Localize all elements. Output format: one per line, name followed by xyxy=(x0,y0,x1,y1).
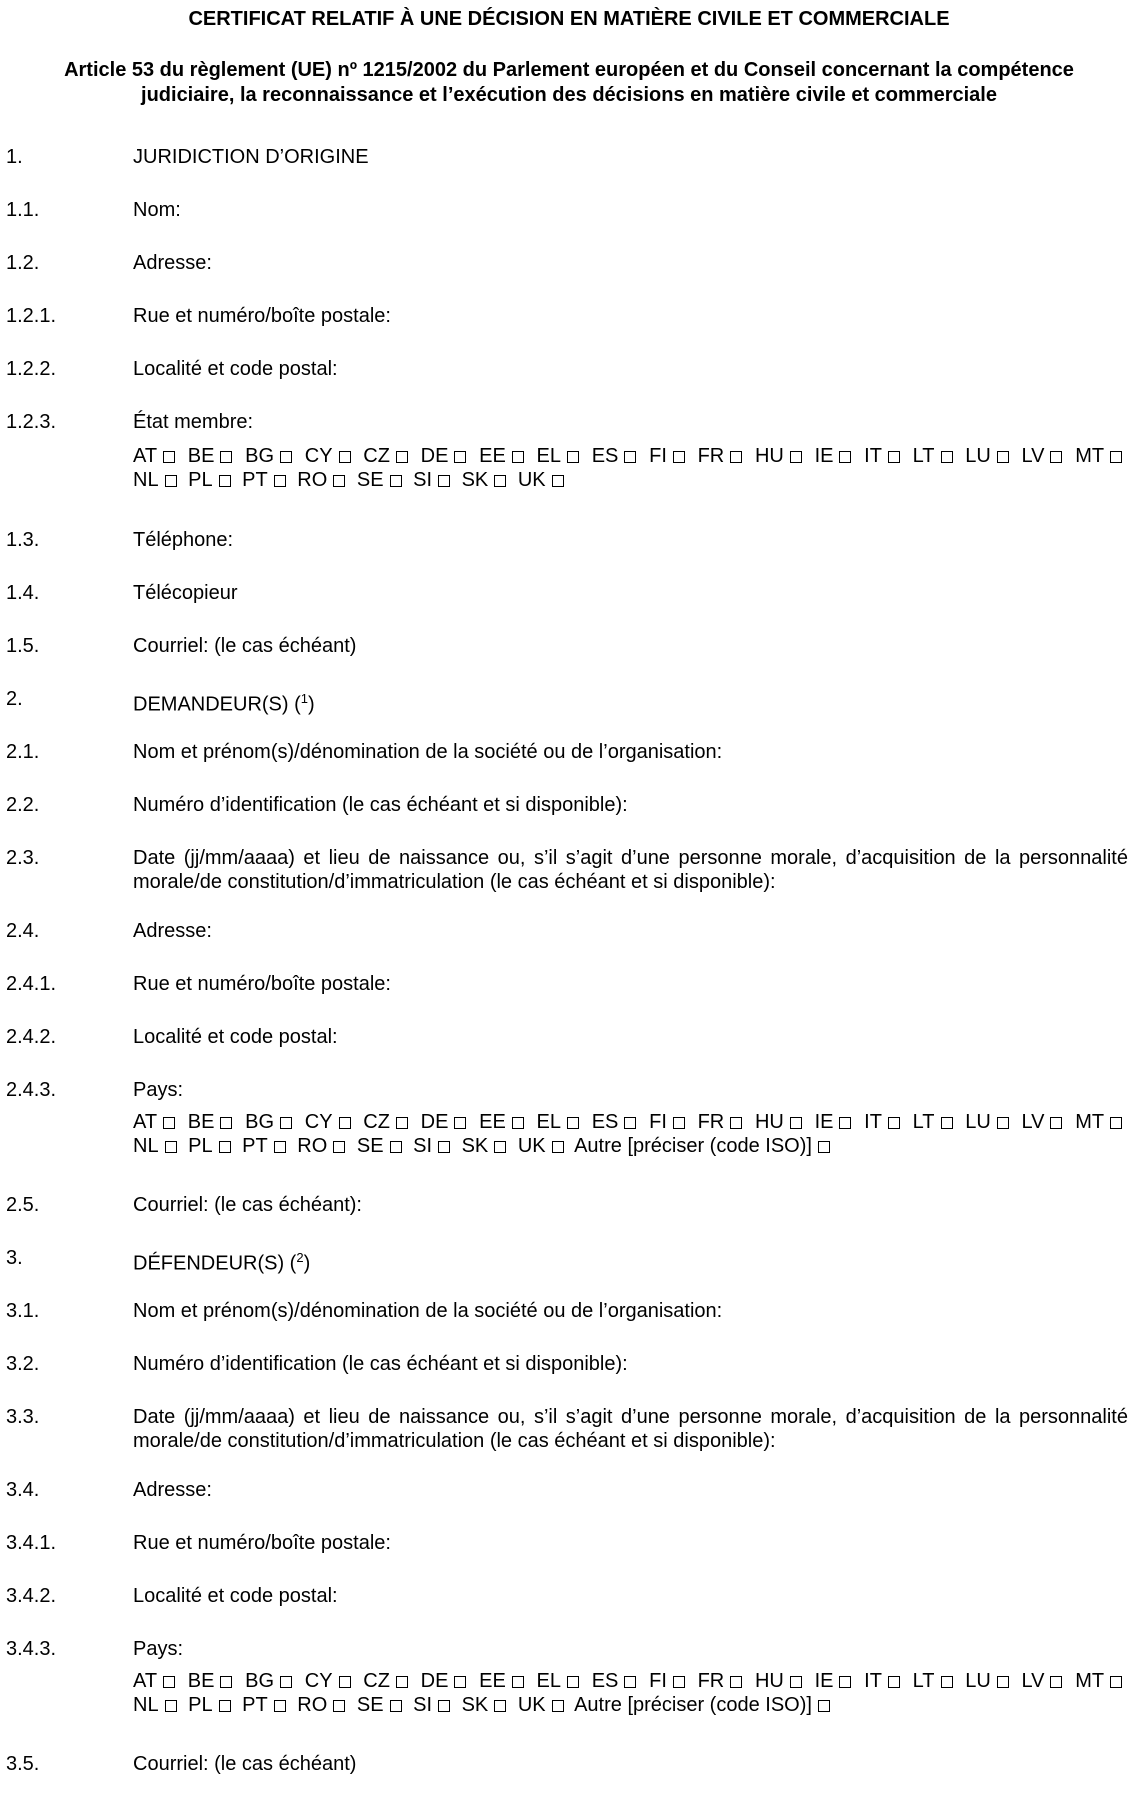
country-code: BE xyxy=(187,1111,215,1133)
item-number: 3.4.2. xyxy=(6,1585,57,1607)
item-label: Numéro d’identification (le cas échéant et si disponible): xyxy=(133,1353,628,1375)
country-code: FR xyxy=(697,445,725,467)
checkbox-es[interactable] xyxy=(624,451,636,463)
item-number: 1.1. xyxy=(6,199,40,221)
checkbox-pl[interactable] xyxy=(219,475,231,487)
item-number: 3.5. xyxy=(6,1753,40,1775)
checkbox-it[interactable] xyxy=(888,451,900,463)
checkbox-se[interactable] xyxy=(390,475,402,487)
country-code: SE xyxy=(356,469,384,491)
country-code: UK xyxy=(517,1694,546,1716)
country-code: ES xyxy=(591,1670,619,1692)
footnote-ref: 2 xyxy=(296,1250,304,1265)
checkbox-other[interactable] xyxy=(818,1141,830,1153)
country-code: FI xyxy=(649,1111,667,1133)
country-code: LU xyxy=(965,445,991,467)
country-code: NL xyxy=(133,469,159,491)
country-code: CY xyxy=(304,1111,333,1133)
checkbox-es[interactable] xyxy=(624,1676,636,1688)
country-code: IT xyxy=(864,1111,882,1133)
checkbox-pt[interactable] xyxy=(274,475,286,487)
item-label: État membre: xyxy=(133,411,254,433)
item-number: 1.5. xyxy=(6,635,40,657)
checkbox-lu[interactable] xyxy=(997,1117,1009,1129)
item-number: 3. xyxy=(6,1247,23,1269)
country-code: SE xyxy=(356,1694,384,1716)
checkbox-si[interactable] xyxy=(438,1141,450,1153)
country-code: SI xyxy=(413,1694,433,1716)
checkbox-cy[interactable] xyxy=(339,451,351,463)
checkbox-el[interactable] xyxy=(567,451,579,463)
checkbox-lt[interactable] xyxy=(941,451,953,463)
checkbox-pl[interactable] xyxy=(219,1700,231,1712)
country-code: IT xyxy=(864,445,882,467)
checkbox-sk[interactable] xyxy=(494,475,506,487)
country-code: EL xyxy=(536,1111,562,1133)
checkbox-lv[interactable] xyxy=(1050,1676,1062,1688)
checkbox-pt[interactable] xyxy=(274,1700,286,1712)
checkbox-si[interactable] xyxy=(438,1700,450,1712)
checkbox-at[interactable] xyxy=(163,451,175,463)
item-number: 2.1. xyxy=(6,741,40,763)
country-code: SK xyxy=(461,1694,489,1716)
item-label: Pays: xyxy=(133,1079,184,1101)
checkbox-lv[interactable] xyxy=(1050,1117,1062,1129)
checkbox-it[interactable] xyxy=(888,1676,900,1688)
item-label: Localité et code postal: xyxy=(133,1026,338,1048)
country-code: SK xyxy=(461,1135,489,1157)
country-code: BG xyxy=(245,1111,275,1133)
checkbox-fr[interactable] xyxy=(730,1676,742,1688)
document-title: CERTIFICAT RELATIF À UNE DÉCISION EN MATIÈRE CIVILE ET COMMERCIALE xyxy=(188,8,950,30)
item-label: JURIDICTION D’ORIGINE xyxy=(133,146,369,168)
item-number: 1.4. xyxy=(6,582,40,604)
item-label: Rue et numéro/boîte postale: xyxy=(133,973,391,995)
checkbox-ie[interactable] xyxy=(839,1117,851,1129)
checkbox-lt[interactable] xyxy=(941,1676,953,1688)
item-number: 1.3. xyxy=(6,529,40,551)
country-code: RO xyxy=(297,1135,328,1157)
country-code: EL xyxy=(536,1670,562,1692)
item-number: 2.4. xyxy=(6,920,40,942)
country-code: SK xyxy=(461,469,489,491)
item-label: DEMANDEUR(S) ($^1$) xyxy=(133,691,315,716)
checkbox-uk[interactable] xyxy=(552,1700,564,1712)
item-label: Nom et prénom(s)/dénomination de la société ou de l’organisation: xyxy=(133,1300,723,1322)
checkbox-hu[interactable] xyxy=(790,451,802,463)
country-code: LU xyxy=(965,1111,991,1133)
checkbox-ee[interactable] xyxy=(512,1676,524,1688)
item-number: 3.3. xyxy=(6,1406,40,1428)
country-code: AT xyxy=(133,445,158,467)
checkbox-fi[interactable] xyxy=(673,1117,685,1129)
country-code: EL xyxy=(536,445,562,467)
country-code: DE xyxy=(420,1111,449,1133)
item-number: 1.2.3. xyxy=(6,411,57,433)
country-code: LT xyxy=(912,445,935,467)
checkbox-cz[interactable] xyxy=(396,1676,408,1688)
item-label: Téléphone: xyxy=(133,529,234,551)
document-subtitle: Article 53 du règlement (UE) nº 1215/2002 du Parlement européen et du Conseil concernant la compétence judiciaire, la reconnaissance et l’exécution des décisions en matière civile et commerciale xyxy=(64,59,1074,106)
item-label: Localité et code postal: xyxy=(133,1585,338,1607)
item-label: Rue et numéro/boîte postale: xyxy=(133,1532,391,1554)
country-code: BE xyxy=(187,445,215,467)
country-code: HU xyxy=(754,1111,784,1133)
country-code: FI xyxy=(649,445,667,467)
country-code: AT xyxy=(133,1670,158,1692)
checkbox-at[interactable] xyxy=(163,1676,175,1688)
item-label: Numéro d’identification (le cas échéant et si disponible): xyxy=(133,794,628,816)
checkbox-cz[interactable] xyxy=(396,451,408,463)
country-code: UK xyxy=(517,1135,546,1157)
checkbox-ro[interactable] xyxy=(333,475,345,487)
country-code: IE xyxy=(814,445,834,467)
country-checkbox-list xyxy=(133,444,1128,492)
item-label: Courriel: (le cas échéant): xyxy=(133,1194,362,1216)
checkbox-fr[interactable] xyxy=(730,1117,742,1129)
checkbox-pt[interactable] xyxy=(274,1141,286,1153)
item-label: Date (jj/mm/aaaa) et lieu de naissance ou, s’il s’agit d’une personne morale, d’acquisition de la personnalité morale/de constitution/d’immatriculation (le cas échéant et si disponible): xyxy=(133,847,1128,893)
country-code: IT xyxy=(864,1670,882,1692)
checkbox-mt[interactable] xyxy=(1110,1117,1122,1129)
item-number: 1.2.2. xyxy=(6,358,57,380)
country-code: PT xyxy=(242,1135,268,1157)
country-code: MT xyxy=(1075,1111,1105,1133)
checkbox-si[interactable] xyxy=(438,475,450,487)
country-checkbox-list xyxy=(133,1669,1128,1717)
checkbox-cz[interactable] xyxy=(396,1117,408,1129)
checkbox-es[interactable] xyxy=(624,1117,636,1129)
checkbox-de[interactable] xyxy=(454,1676,466,1688)
checkbox-be[interactable] xyxy=(220,1117,232,1129)
checkbox-fi[interactable] xyxy=(673,451,685,463)
item-label: Adresse: xyxy=(133,252,212,274)
checkbox-cy[interactable] xyxy=(339,1117,351,1129)
checkbox-de[interactable] xyxy=(454,451,466,463)
checkbox-nl[interactable] xyxy=(165,475,177,487)
checkbox-sk[interactable] xyxy=(494,1141,506,1153)
checkbox-el[interactable] xyxy=(567,1117,579,1129)
item-number: 1. xyxy=(6,146,23,168)
item-number: 3.1. xyxy=(6,1300,40,1322)
checkbox-fi[interactable] xyxy=(673,1676,685,1688)
country-code: LU xyxy=(965,1670,991,1692)
country-code: PL xyxy=(188,1135,213,1157)
country-code: BG xyxy=(245,445,275,467)
checkbox-ro[interactable] xyxy=(333,1141,345,1153)
country-code: SI xyxy=(413,1135,433,1157)
item-number: 2.3. xyxy=(6,847,40,869)
item-label: Courriel: (le cas échéant) xyxy=(133,635,357,657)
checkbox-mt[interactable] xyxy=(1110,451,1122,463)
country-code: PT xyxy=(242,469,268,491)
checkbox-hu[interactable] xyxy=(790,1676,802,1688)
item-label: Date (jj/mm/aaaa) et lieu de naissance ou, s’il s’agit d’une personne morale, d’acquisition de la personnalité morale/de constitution/d’immatriculation (le cas échéant et si disponible): xyxy=(133,1406,1128,1452)
country-code: DE xyxy=(420,445,449,467)
checkbox-ee[interactable] xyxy=(512,451,524,463)
country-code: IE xyxy=(814,1670,834,1692)
item-number: 2.4.1. xyxy=(6,973,57,995)
item-number: 1.2.1. xyxy=(6,305,57,327)
checkbox-nl[interactable] xyxy=(165,1141,177,1153)
item-number: 2.4.2. xyxy=(6,1026,57,1048)
footnote-ref: 1 xyxy=(300,691,309,706)
country-code: CY xyxy=(304,1670,333,1692)
checkbox-lv[interactable] xyxy=(1050,451,1062,463)
country-code: BE xyxy=(187,1670,215,1692)
country-code: LV xyxy=(1021,1111,1045,1133)
country-code: LV xyxy=(1021,445,1045,467)
checkbox-de[interactable] xyxy=(454,1117,466,1129)
checkbox-other[interactable] xyxy=(818,1700,830,1712)
checkbox-mt[interactable] xyxy=(1110,1676,1122,1688)
item-number: 3.4.3. xyxy=(6,1638,57,1660)
country-code: PL xyxy=(188,469,213,491)
checkbox-se[interactable] xyxy=(390,1700,402,1712)
item-label: Courriel: (le cas échéant) xyxy=(133,1753,357,1775)
country-code: CZ xyxy=(363,1111,390,1133)
checkbox-pl[interactable] xyxy=(219,1141,231,1153)
checkbox-ro[interactable] xyxy=(333,1700,345,1712)
checkbox-el[interactable] xyxy=(567,1676,579,1688)
checkbox-ie[interactable] xyxy=(839,1676,851,1688)
country-checkbox-list xyxy=(133,1110,1128,1158)
item-number: 2. xyxy=(6,688,23,710)
checkbox-ie[interactable] xyxy=(839,451,851,463)
checkbox-ee[interactable] xyxy=(512,1117,524,1129)
other-country-label: Autre [préciser (code ISO)] xyxy=(574,1694,812,1716)
checkbox-hu[interactable] xyxy=(790,1117,802,1129)
checkbox-bg[interactable] xyxy=(280,1676,292,1688)
country-code: LT xyxy=(912,1670,935,1692)
country-code: IE xyxy=(814,1111,834,1133)
item-number: 2.4.3. xyxy=(6,1079,57,1101)
country-code: MT xyxy=(1075,445,1105,467)
item-number: 2.2. xyxy=(6,794,40,816)
country-code: LV xyxy=(1021,1670,1045,1692)
country-code: FI xyxy=(649,1670,667,1692)
country-code: ES xyxy=(591,445,619,467)
country-code: MT xyxy=(1075,1670,1105,1692)
country-code: HU xyxy=(754,1670,784,1692)
country-code: FR xyxy=(697,1670,725,1692)
country-code: HU xyxy=(754,445,784,467)
country-code: PL xyxy=(188,1694,213,1716)
item-label: Pays: xyxy=(133,1638,184,1660)
country-code: EE xyxy=(479,1111,506,1133)
item-number: 1.2. xyxy=(6,252,40,274)
country-code: CY xyxy=(304,445,333,467)
item-label: Rue et numéro/boîte postale: xyxy=(133,305,391,327)
item-label: Adresse: xyxy=(133,920,212,942)
checkbox-lu[interactable] xyxy=(997,1676,1009,1688)
item-label: Nom et prénom(s)/dénomination de la société ou de l’organisation: xyxy=(133,741,723,763)
country-code: BG xyxy=(245,1670,275,1692)
checkbox-lu[interactable] xyxy=(997,451,1009,463)
item-number: 3.4.1. xyxy=(6,1532,57,1554)
checkbox-nl[interactable] xyxy=(165,1700,177,1712)
item-label: Télécopieur xyxy=(133,582,238,604)
checkbox-sk[interactable] xyxy=(494,1700,506,1712)
item-label: Adresse: xyxy=(133,1479,212,1501)
checkbox-be[interactable] xyxy=(220,1676,232,1688)
country-code: FR xyxy=(697,1111,725,1133)
country-code: PT xyxy=(242,1694,268,1716)
checkbox-uk[interactable] xyxy=(552,475,564,487)
country-code: SE xyxy=(356,1135,384,1157)
checkbox-lt[interactable] xyxy=(941,1117,953,1129)
item-number: 3.4. xyxy=(6,1479,40,1501)
country-code: SI xyxy=(413,469,433,491)
checkbox-be[interactable] xyxy=(220,451,232,463)
checkbox-se[interactable] xyxy=(390,1141,402,1153)
checkbox-bg[interactable] xyxy=(280,451,292,463)
country-code: CZ xyxy=(363,1670,390,1692)
country-code: NL xyxy=(133,1135,159,1157)
country-code: EE xyxy=(479,1670,506,1692)
item-number: 2.5. xyxy=(6,1194,40,1216)
country-code: RO xyxy=(297,469,328,491)
checkbox-cy[interactable] xyxy=(339,1676,351,1688)
item-label: Nom: xyxy=(133,199,181,221)
checkbox-at[interactable] xyxy=(163,1117,175,1129)
country-code: EE xyxy=(479,445,506,467)
country-code: ES xyxy=(591,1111,619,1133)
checkbox-fr[interactable] xyxy=(730,451,742,463)
country-code: UK xyxy=(517,469,546,491)
checkbox-bg[interactable] xyxy=(280,1117,292,1129)
country-code: CZ xyxy=(363,445,390,467)
checkbox-uk[interactable] xyxy=(552,1141,564,1153)
country-code: LT xyxy=(912,1111,935,1133)
other-country-label: Autre [préciser (code ISO)] xyxy=(574,1135,812,1157)
item-label: DÉFENDEUR(S) ($^2$) xyxy=(133,1250,311,1275)
checkbox-it[interactable] xyxy=(888,1117,900,1129)
country-code: DE xyxy=(420,1670,449,1692)
item-label: Localité et code postal: xyxy=(133,358,338,380)
item-number: 3.2. xyxy=(6,1353,40,1375)
country-code: RO xyxy=(297,1694,328,1716)
country-code: NL xyxy=(133,1694,159,1716)
country-code: AT xyxy=(133,1111,158,1133)
